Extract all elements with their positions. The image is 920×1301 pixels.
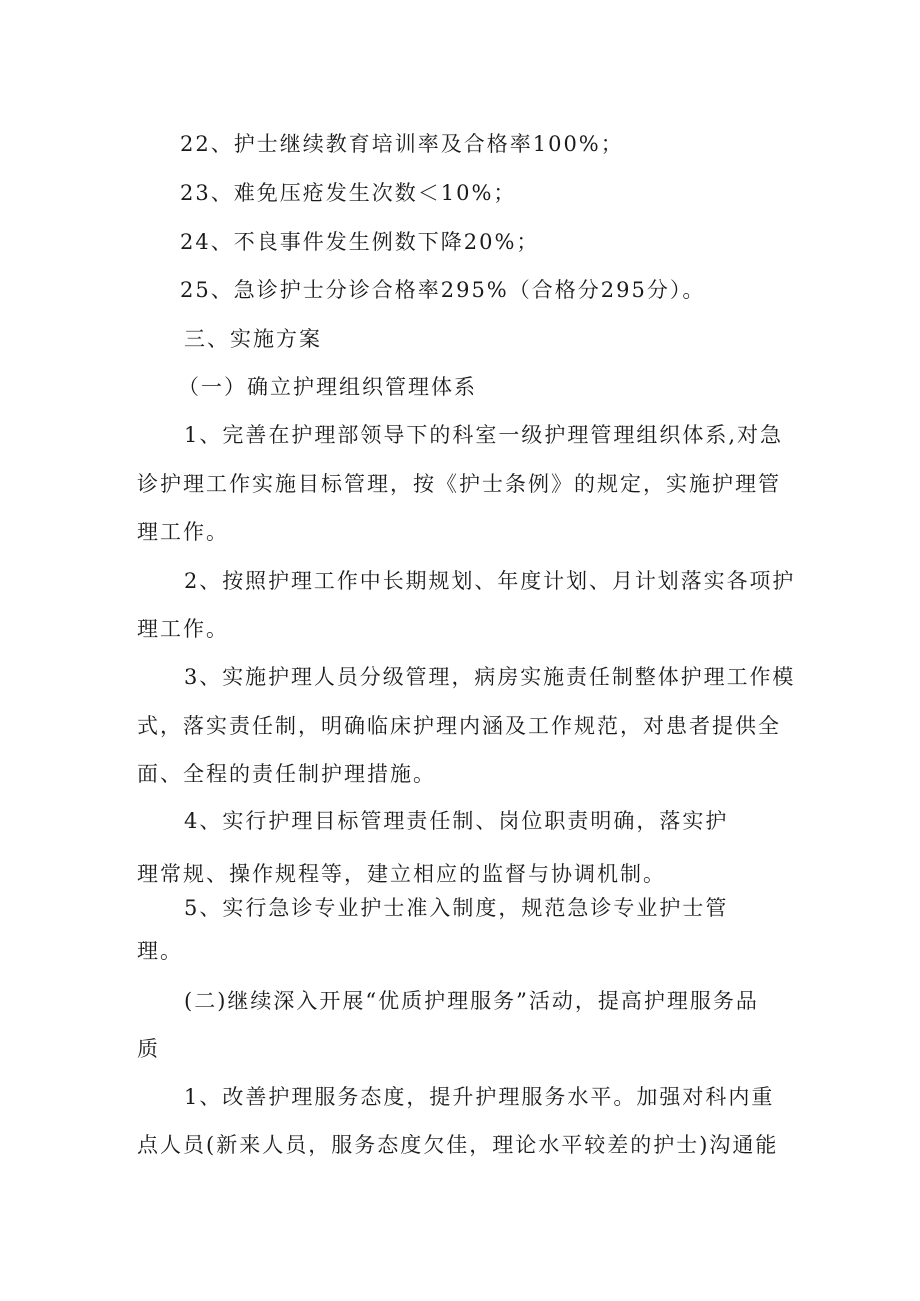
text-line: 22、护士继续教育培训率及合格率100%； [180,132,624,156]
text-line: 5、实行急诊专业护士准入制度，规范急诊专业护士管 [184,896,729,920]
text-line: 1、完善在护理部领导下的科室一级护理管理组织体系,对急 [184,423,784,447]
text-line: 25、急诊护士分诊合格率295%（合格分295分）。 [180,278,706,302]
text-line: 23、难免压疮发生次数＜10%； [180,181,517,205]
text-line: 理工作。 [137,520,229,544]
text-line: 理。 [137,939,183,963]
text-line: 诊护理工作实施目标管理，按《护士条例》的规定，实施护理管 [137,472,781,496]
text-line: 点人员(新来人员，服务态度欠佳，理论水平较差的护士)沟通能 [137,1133,779,1157]
text-line: 理常规、操作规程等，建立相应的监督与协调机制。 [137,862,666,886]
subsection-heading: （一）确立护理组织管理体系 [178,375,477,399]
text-line: 面、全程的责任制护理措施。 [137,762,436,786]
text-line: 理工作。 [137,617,229,641]
text-line: 质 [137,1037,160,1061]
subsection-heading: (二)继续深入开展“优质护理服务”活动，提高护理服务品 [184,989,759,1013]
text-line: 2、按照护理工作中长期规划、年度计划、月计划落实各项护 [184,569,796,593]
text-line: 式，落实责任制，明确临床护理内涵及工作规范，对患者提供全 [137,714,781,738]
text-line: 1、改善护理服务态度，提升护理服务水平。加强对科内重 [184,1085,775,1109]
text-line: 4、实行护理目标管理责任制、岗位职责明确，落实护 [184,809,729,833]
text-line: 24、不良事件发生例数下降20%； [180,230,540,254]
section-heading: 三、实施方案 [184,327,322,351]
text-line: 3、实施护理人员分级管理，病房实施责任制整体护理工作模 [184,665,796,689]
